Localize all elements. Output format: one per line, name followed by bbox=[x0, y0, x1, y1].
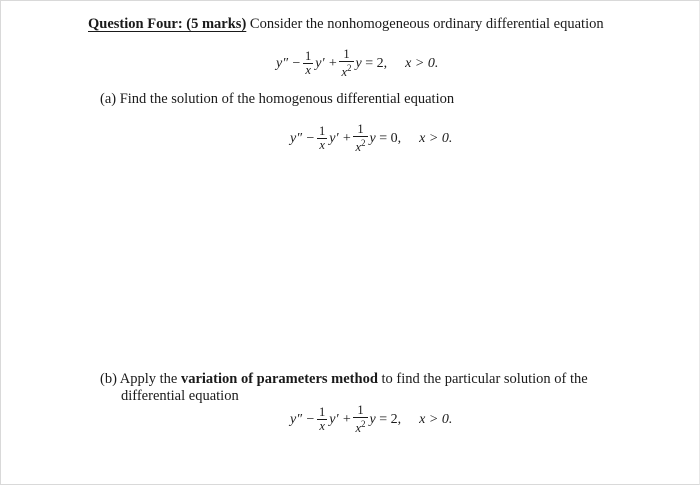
question-heading-line bbox=[88, 16, 604, 33]
part-a-equation-condition: x > 0. bbox=[419, 130, 453, 146]
part-b-equation-rhs: 2 bbox=[390, 411, 398, 427]
part-b-text-after: to find the particular solution of the bbox=[381, 371, 588, 387]
question-heading: Question Four: (5 marks) bbox=[88, 16, 247, 32]
part-b-bold-phrase: variation of parameters method bbox=[180, 371, 378, 387]
part-a-equation-rhs: 0 bbox=[390, 130, 398, 146]
part-b-equation-condition: x > 0. bbox=[419, 411, 453, 427]
part-b-label: (b) bbox=[100, 371, 117, 387]
part-a-equation: y″ − $\frac{1}{x}$ y′ + $\frac{1}{x^2}$ y = 0, x > 0. bbox=[290, 122, 453, 155]
main-equation-condition: x > 0. bbox=[405, 55, 439, 71]
part-a-text: Find the solution of the homogenous differential equation bbox=[119, 91, 455, 107]
question-intro: Consider the nonhomogeneous ordinary differential equation bbox=[249, 16, 604, 32]
part-b-line2: differential equation bbox=[121, 388, 239, 404]
part-a-line bbox=[100, 91, 454, 108]
part-b-text-before: Apply the bbox=[119, 371, 178, 387]
part-b-line bbox=[100, 371, 588, 388]
main-equation: y″ − $\frac{1}{x}$ y′ + $\frac{1}{x^2}$ y = 2, x > 0. bbox=[276, 47, 439, 80]
main-equation-rhs: 2 bbox=[376, 55, 384, 71]
part-b-equation: y″ − $\frac{1}{x}$ y′ + $\frac{1}{x^2}$ y = 2, x > 0. bbox=[290, 403, 453, 436]
part-a-label: (a) bbox=[100, 91, 117, 107]
